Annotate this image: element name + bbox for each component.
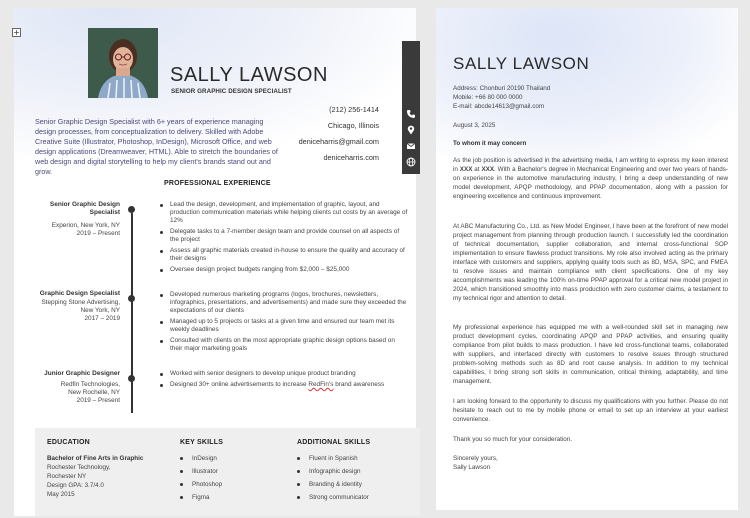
resume-summary: Senior Graphic Design Specialist with 6+ years of experience managing design processes, from conceptualization to delivery. Skilled with Adobe Creative Suite (Illustrator, Photoshop, InDesign), Microsoft Office, and web design applications (Dreamweaver, HTML). Able to stretch the boundaries of web design and digital storytelling to help my client's brands stand out and grow. <box>35 117 278 176</box>
letter-paragraph: My professional experience has equipped me with a well-rounded skill set in managing new product development cycles, coordinating APQP and PPAP activities, and ensuring quality compliance from pilot builds to mass production. I have led cross-functional teams, collaborated with suppliers, and interfaced directly with customers to resolve issues through structured problem-solving methods such as 8D and root cause analysis. In addition to my technical capabilities, I bring strong soft skills in communication, critical thinking, adaptability, and time management. <box>453 324 728 385</box>
letter-paragraph: Thank you so much for your consideration. <box>453 436 573 443</box>
avatar-portrait <box>88 28 158 98</box>
list-item: InDesign <box>180 454 290 463</box>
resume-name: SALLY LAWSON <box>170 64 328 86</box>
timeline-dot <box>128 295 135 302</box>
education-column <box>47 438 172 499</box>
gpa: Design GPA: 3.7/4.0 <box>47 482 104 489</box>
letter-mobile: Mobile: +66 80 000 0000 <box>453 94 523 101</box>
list-item: Strong communicator <box>297 493 417 502</box>
letter-salutation: To whom it may concern <box>453 140 527 147</box>
signature-name: Sally Lawson <box>453 464 491 471</box>
key-skills-heading: KEY SKILLS <box>180 439 224 446</box>
list-item: Managed up to 5 projects or tasks at a given time and ensured our team met its weekly deadlines <box>160 318 408 334</box>
list-item: Fluent in Spanish <box>297 454 417 463</box>
letter-paragraph: At ABC Manufacturing Co., Ltd. as New Model Engineer, I have been at the forefront of new model project management from planning through production launch. I successfully led the coordination of technical documentation, supplier collaboration, and internal cross-functional SOP implementation to ensure flawless product transitions. My role also involved acting as the primary interface with customers and suppliers, applying quality tools such as 8D, MSA, SPC, and FMEA to resolve issues and maintain compliance with client specifications. One of my key accomplishments was leading the 100% on-time PPAP approval for a critical new model project in 2024, which transitioned smoothly into mass production with zero customer claims, a testament to my technical rigor and attention to detail. <box>453 223 728 302</box>
school-city: Rochester NY <box>47 473 87 480</box>
mail-icon <box>406 141 416 151</box>
job-title: Junior Graphic Designer <box>44 370 120 377</box>
job-title: Senior Graphic Design Specialist <box>49 201 120 216</box>
letter-name: SALLY LAWSON <box>453 54 590 73</box>
job-bullets <box>160 370 408 392</box>
list-item: Consulted with clients on the most appropriate graphic design options based on their major marketing goals <box>160 337 408 353</box>
cover-letter-page <box>436 8 738 510</box>
job-title: Graphic Design Specialist <box>39 290 120 297</box>
list-item: Worked with senior designers to develop unique product branding <box>160 370 408 378</box>
timeline-dot <box>128 206 135 213</box>
letter-closing <box>453 454 728 472</box>
graduation-date: May 2015 <box>47 491 75 498</box>
resume-page <box>14 8 416 516</box>
list-item: Illustrator <box>180 467 290 476</box>
skills-education-panel <box>35 428 420 516</box>
job-company-dates: Experion, New York, NY 2019 – Present <box>51 222 120 237</box>
list-item: Photoshop <box>180 480 290 489</box>
phone-icon <box>406 109 416 119</box>
list-item: Figma <box>180 493 290 502</box>
globe-icon <box>406 157 416 167</box>
list-item: Lead the design, development, and implementation of graphic, layout, and production communication materials while helping clients cut costs by an average of 12% <box>160 201 408 225</box>
key-skills-column <box>180 438 290 502</box>
job-bullets <box>160 291 408 356</box>
letter-date: August 3, 2025 <box>453 122 496 129</box>
list-item: Infographic design <box>297 467 417 476</box>
contact-website: deniceharris.com <box>323 153 379 162</box>
contact-icon-bar <box>402 41 420 174</box>
spellcheck-flagged-word[interactable]: RedFin's <box>308 381 334 388</box>
closing-line: Sincerely yours, <box>453 455 498 462</box>
avatar <box>88 28 158 98</box>
degree: Bachelor of Fine Arts in Graphic <box>47 455 144 462</box>
contact-email: deniceharris@gmail.com <box>298 137 379 146</box>
list-item: Branding & identity <box>297 480 417 489</box>
contact-phone: (212) 256-1414 <box>329 105 379 114</box>
resume-job-title: SENIOR GRAPHIC DESIGN SPECIALIST <box>171 88 292 95</box>
additional-skills-column <box>297 438 417 502</box>
timeline-line <box>131 213 133 413</box>
experience-heading: PROFESSIONAL EXPERIENCE <box>164 180 271 187</box>
letter-contact <box>453 84 728 111</box>
list-item: Designed 30+ online advertisements to increase RedFin's brand awareness <box>160 381 408 389</box>
school: Rochester Technology, <box>47 464 111 471</box>
list-item: Developed numerous marketing programs (logos, brochures, newsletters, infographics, presentations, and advertisements) and made sure they exceeded the expectations of our clients <box>160 291 408 315</box>
additional-skills-heading: ADDITIONAL SKILLS <box>297 439 371 446</box>
location-pin-icon <box>406 125 416 135</box>
timeline-dot <box>128 375 135 382</box>
contact-location: Chicago, Illinois <box>327 121 379 130</box>
list-item: Oversee design project budgets ranging from $2,000 – $25,000 <box>160 266 408 274</box>
job-company-dates: Stepping Stone Advertising, New York, NY 2017 – 2019 <box>41 299 120 322</box>
letter-address: Address: Chonburi 20190 Thailand <box>453 85 551 92</box>
list-item: Assess all graphic materials created in-house to ensure the quality and accuracy of their designs <box>160 247 408 263</box>
education-heading: EDUCATION <box>47 439 90 446</box>
list-item: Delegate tasks to a 7-member design team and provide counsel on all aspects of the project <box>160 228 408 244</box>
letter-paragraph: I am looking forward to the opportunity to discuss my qualifications with you further. Please do not hesitate to reach out to me by mobile phone or email to set up an interview at your earliest convenience. <box>453 398 728 423</box>
letter-email: E-mail: abcde14613@gmail.com <box>453 103 545 110</box>
letter-paragraph: As the job position is advertised in the advertising media, I am writing to express my keen interest in XXX at XXX. With a Bachelor's degree in Mechanical Engineering and over two years of hands-on experience in the automotive manufacturing industry, I bring a deep understanding of new model development, APQP methodology, and PPAP documentation, along with a passion for engineering excellence and continuous improvement. <box>453 157 729 200</box>
job-bullets <box>160 201 408 277</box>
job-company-dates: Redfin Technologies, New Rochelle, NY 2019 – Present <box>60 381 120 404</box>
move-handle-icon[interactable]: + <box>13 28 20 37</box>
